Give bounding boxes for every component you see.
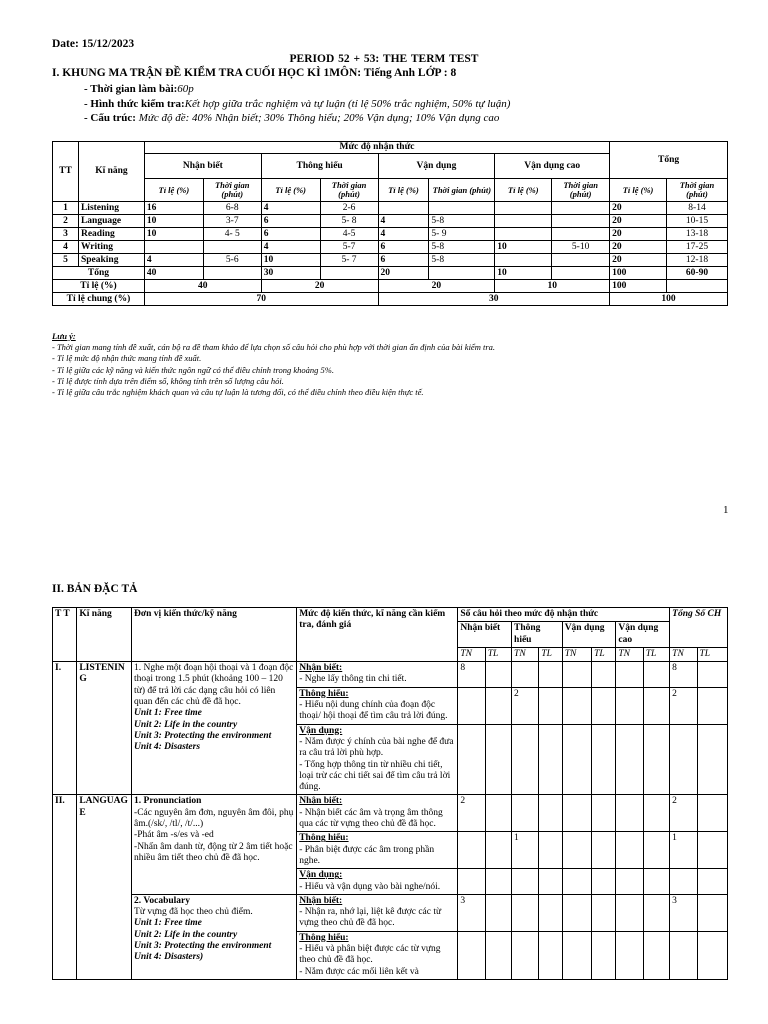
- pron-th: Thông hiểu: - Phân biệt được các âm trong phần nghe.: [297, 832, 458, 869]
- table-row: 4 Writing 4 5-7 6 5-8 10 5-10 20 17-25: [53, 241, 728, 254]
- h-time: Thời gian (phút): [666, 179, 727, 202]
- h-level-desc: Mức độ kiến thức, kĩ năng cần kiểm tra, đánh giá: [297, 608, 458, 662]
- table-row: Thông hiểu: - Hiểu nội dung chính của đoạn độc thoại/ hội thoại để tìm câu trả lời đúng. 2 2: [53, 687, 728, 724]
- note-item: - Tỉ lệ giữa câu trắc nghiệm khách quan và câu tự luận là tương đối, có thể điều chỉnh theo điều kiện thực tế.: [52, 387, 424, 398]
- h-rate: Tỉ lệ (%): [261, 179, 320, 202]
- period-title: PERIOD 52 + 53: THE TERM TEST: [289, 53, 479, 65]
- pron-nb: Nhận biết: - Nhận biết các âm và trọng âm thông qua các từ vựng theo chủ đề đã học.: [297, 795, 458, 832]
- note-item: - Tỉ lệ mức độ nhận thức mang tính đề xuất.: [52, 353, 202, 364]
- spec-table: T T Kĩ năng Đơn vị kiến thức/kỹ năng Mức độ kiến thức, kĩ năng cần kiểm tra, đánh giá Số câu hỏi theo mức độ nhận thức Tổng Số CH Nhận biết Thông hiểu Vận dụng Vận dụng cao TN TL TN TL TN TL TN TL TN TL I. LISTENING 1. Nghe một đoạn hội thoại và 1 đoạn độc thoại trong 1.5 phút (khoảng 100 – 120 từ) để trả lời các dạng câu hỏi có liên quan đến các chủ đề đã học. Unit 1: Free time Unit 2: Life in the country Unit 3: Protecting the environment Unit 4: Disasters Nhận biết: - Nghe lấy thông tin chi tiết. 8 8 Thông hiểu: - Hiểu nội dung chính của đoạn độc thoại/ hội thoại để tìm câu trả lời đúng. 2 2 Vận dụng: - Nắm được ý chính của bài nghe để đưa ra câu trả lời phù hợp. - Tổng hợp thông tin từ nhiều chi tiết, loại trừ các chi tiết sai để tìm câu trả lời đúng. II. LANGUAGE 1. Pronunciation -Các nguyên âm đơn, nguyên âm đôi, phụ âm.(/sk/, /tl/, /t/...) -Phát âm -s/es và -ed -Nhấn âm danh từ, động từ 2 âm tiết hoặc nhiều âm tiết theo chủ đề đã học. Nhận biết: - Nhận biết các âm và trọng âm thông qua các từ vựng theo chủ đề đã học. 2 2 Thông hiểu: - Phân biệt được các âm trong phần nghe. 1 1 Vận dụng: - Hiểu và vận dụng vào bài nghe/nói. 2. Vocabulary Từ vựng đã học theo chủ điểm. Unit 1: Free time Unit 2: Life in the country Unit 3: Protecting the environment Unit 4: Disasters) Nhận biết: - Nhận ra, nhớ lại, liệt kê được các từ vựng theo chủ đề đã học. 3 3 Thông hiểu: - Hiểu và phân biệt được các từ vựng theo chủ đề đã học. - Nắm được các mối liên kết và: [52, 607, 728, 980]
- h-lvl-3: Vận dụng: [562, 622, 616, 648]
- h-level-2: Thông hiểu: [261, 154, 378, 179]
- table-row: 5 Speaking 4 5-6 10 5- 7 6 5-8 20 12-18: [53, 254, 728, 267]
- h-skill: Kĩ năng: [77, 608, 132, 662]
- listening-unit: 1. Nghe một đoạn hội thoại và 1 đoạn độc thoại trong 1.5 phút (khoảng 100 – 120 từ) để trả lời các dạng câu hỏi có liên quan đến các chủ đề đã học. Unit 1: Free time Unit 2: Life in the country Unit 3: Protecting the environment Unit 4: Disasters: [132, 662, 297, 795]
- table-row: 1 Listening 16 6-8 4 2-6 20 8-14: [53, 202, 728, 215]
- h-level-3: Vận dụng: [378, 154, 495, 179]
- h-time: Thời gian (phút): [203, 179, 261, 202]
- exam-info-list: [84, 82, 510, 126]
- table-row: 3 Reading 10 4- 5 6 4-5 4 5- 9 20 13-18: [53, 228, 728, 241]
- pron-vd: Vận dụng: - Hiểu và vận dụng vào bài nghe/nói.: [297, 869, 458, 895]
- notes-title: Lưu ý:: [52, 331, 76, 341]
- section1-title: I. KHUNG MA TRẬN ĐỀ KIỂM TRA CUỐI HỌC KÌ 1MÔN: Tiếng Anh LỚP : 8: [52, 67, 457, 79]
- h-total-ch: Tổng Số CH: [670, 608, 728, 648]
- h-time: Thời gian (phút): [552, 179, 610, 202]
- table-row: 2 Language 10 3-7 6 5- 8 4 5-8 20 10-15: [53, 215, 728, 228]
- note-item: - Thời gian mang tính đề xuất, cán bộ ra đề tham khảo để lựa chọn số câu hỏi cho phù hợp với thời gian ấn định của bài kiểm tra.: [52, 342, 496, 353]
- section2-title: II. BẢN ĐẶC TẢ: [52, 583, 138, 595]
- h-skill: Kĩ năng: [78, 142, 144, 202]
- h-tt: T T: [53, 608, 77, 662]
- listening-th: Thông hiểu: - Hiểu nội dung chính của đoạn độc thoại/ hội thoại để tìm câu trả lời đúng.: [297, 687, 458, 724]
- exam-info-format: - Hình thức kiểm tra:Kết hợp giữa trắc nghiệm và tự luận (tỉ lệ 50% trắc nghiệm, 50% tự luận): [84, 97, 511, 110]
- note-item: - Tỉ lệ giữa các kỹ năng và kiến thức ngôn ngữ có thể điều chỉnh trong khoảng 5%.: [52, 364, 334, 375]
- vocab-th: Thông hiểu: - Hiểu và phân biệt được các từ vựng theo chủ đề đã học. - Nắm được các mối liên kết và: [297, 931, 458, 979]
- table-row: 2. Vocabulary Từ vựng đã học theo chủ điểm. Unit 1: Free time Unit 2: Life in the country Unit 3: Protecting the environment Unit 4: Disasters) Nhận biết: - Nhận ra, nhớ lại, liệt kê được các từ vựng theo chủ đề đã học. 3 3: [53, 894, 728, 931]
- listening-nb: Nhận biết: - Nghe lấy thông tin chi tiết.: [297, 662, 458, 688]
- table-row: I. LISTENING 1. Nghe một đoạn hội thoại và 1 đoạn độc thoại trong 1.5 phút (khoảng 100 – 120 từ) để trả lời các dạng câu hỏi có liên quan đến các chủ đề đã học. Unit 1: Free time Unit 2: Life in the country Unit 3: Protecting the environment Unit 4: Disasters Nhận biết: - Nghe lấy thông tin chi tiết. 8 8: [53, 662, 728, 688]
- h-lvl-2: Thông hiểu: [512, 622, 563, 648]
- h-time: Thời gian (phút): [320, 179, 378, 202]
- h-lvl-1: Nhận biết: [458, 622, 512, 648]
- h-rate: Tỉ lệ (%): [610, 179, 667, 202]
- note-item: - Tỉ lệ được tính dựa trên điểm số, không tính trên số lượng câu hỏi.: [52, 375, 284, 386]
- table-row: Thông hiểu: - Phân biệt được các âm trong phần nghe. 1 1: [53, 832, 728, 869]
- h-time: Thời gian (phút): [429, 179, 495, 202]
- notes: [52, 331, 742, 398]
- h-level: Mức độ nhận thức: [144, 142, 609, 154]
- page-number: 1: [723, 504, 729, 516]
- table-row: II. LANGUAGE 1. Pronunciation -Các nguyên âm đơn, nguyên âm đôi, phụ âm.(/sk/, /tl/, /t/...) -Phát âm -s/es và -ed -Nhấn âm danh từ, động từ 2 âm tiết hoặc nhiều âm tiết theo chủ đề đã học. Nhận biết: - Nhận biết các âm và trọng âm thông qua các từ vựng theo chủ đề đã học. 2 2: [53, 795, 728, 832]
- listening-vd: Vận dụng: - Nắm được ý chính của bài nghe để đưa ra câu trả lời phù hợp. - Tổng hợp thông tin từ nhiều chi tiết, loại trừ các chi tiết sai để tìm câu trả lời đúng.: [297, 724, 458, 795]
- ratio-row: Tỉ lệ (%) 40 20 20 10 100: [53, 280, 728, 293]
- h-unit: Đơn vị kiến thức/kỹ năng: [132, 608, 297, 662]
- h-rate: Tỉ lệ (%): [495, 179, 552, 202]
- total-row: Tổng 40 30 20 10 100 60-90: [53, 267, 728, 280]
- vocabulary-unit: 2. Vocabulary Từ vựng đã học theo chủ điểm. Unit 1: Free time Unit 2: Life in the country Unit 3: Protecting the environment Unit 4: Disasters): [132, 894, 297, 979]
- h-level-4: Vận dụng cao: [495, 154, 610, 179]
- date-line: Date: 15/12/2023: [52, 38, 135, 50]
- pronunciation-unit: 1. Pronunciation -Các nguyên âm đơn, nguyên âm đôi, phụ âm.(/sk/, /tl/, /t/...) -Phát âm -s/es và -ed -Nhấn âm danh từ, động từ 2 âm tiết hoặc nhiều âm tiết theo chủ đề đã học.: [132, 795, 297, 894]
- h-rate: Tỉ lệ (%): [378, 179, 429, 202]
- h-level-1: Nhận biết: [144, 154, 261, 179]
- h-lvl-4: Vận dụng cao: [616, 622, 670, 648]
- h-count: Số câu hỏi theo mức độ nhận thức: [458, 608, 670, 622]
- vocab-nb: Nhận biết: - Nhận ra, nhớ lại, liệt kê được các từ vựng theo chủ đề đã học.: [297, 894, 458, 931]
- h-tt: TT: [53, 142, 79, 202]
- exam-info-time: - Thời gian làm bài:60p: [84, 83, 194, 95]
- h-rate: Tỉ lệ (%): [144, 179, 203, 202]
- h-total: Tổng: [610, 142, 728, 179]
- general-ratio-row: Tỉ lệ chung (%) 70 30 100: [53, 293, 728, 306]
- exam-info-structure: - Cấu trúc: Mức độ đề: 40% Nhận biết; 30% Thông hiểu; 20% Vận dụng; 10% Vận dụng cao: [84, 112, 500, 124]
- matrix-table: [52, 141, 728, 306]
